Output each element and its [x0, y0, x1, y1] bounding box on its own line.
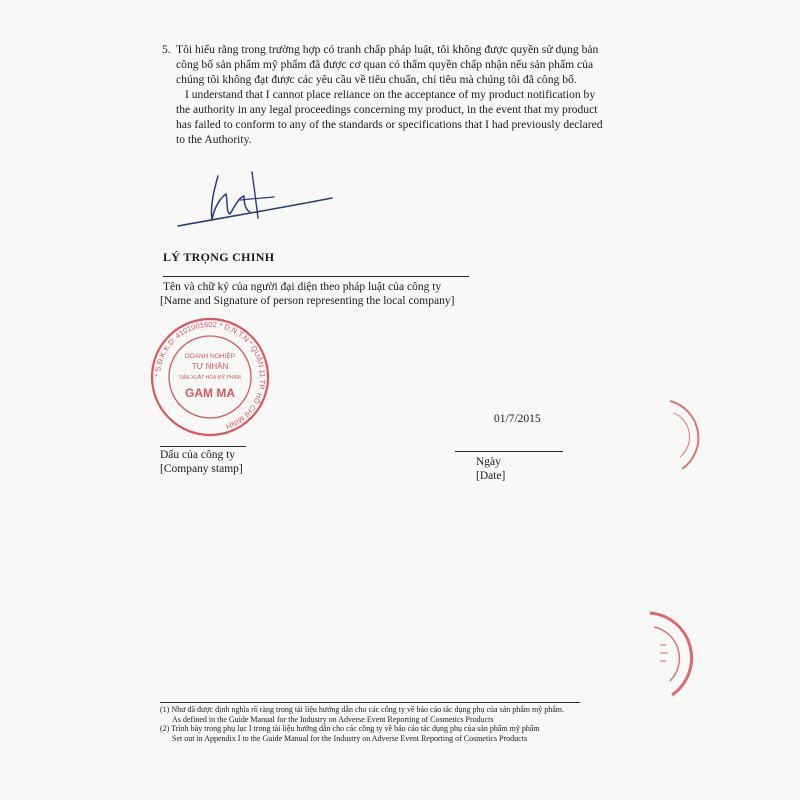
- stamp-caption-en: [Company stamp]: [160, 463, 243, 475]
- stamp-caption-vi: Dấu của công ty: [160, 449, 236, 461]
- date-caption-vi: Ngày: [476, 456, 501, 468]
- footnote-vi: Như đã được định nghĩa rõ ràng trong tài liệu hướng dẫn cho các công ty về báo cáo tác dụng phụ của sản phẩm mỹ phẩm.: [171, 705, 565, 714]
- company-stamp: [140, 315, 280, 440]
- date-line: [455, 451, 563, 452]
- edge-seal-partial: [640, 605, 700, 705]
- signatory-caption-vi: Tên và chữ ký của người đại diện theo pháp luật của công ty: [163, 281, 442, 293]
- footnote-1: [160, 705, 564, 715]
- signatory-name: LÝ TRỌNG CHINH: [163, 250, 275, 264]
- stamp-ring-text: * S.Đ.K.K.D: 4101001602 * D.N.T.N * QUẬN 11 TP. HỒ CHÍ MINH: [152, 319, 268, 432]
- edge-seal-partial: [660, 395, 700, 475]
- clause-vietnamese: [176, 42, 598, 87]
- footnote-vi: Trình bày trong phụ lục I trong tài liệu hướng dẫn cho các công ty về báo cáo tác dụng phụ của sản phẩm mỹ phẩm: [171, 724, 540, 733]
- handwritten-signature: [170, 168, 340, 238]
- date-value: 01/7/2015: [494, 413, 541, 425]
- signature-line: [163, 276, 469, 277]
- footnote-en: As defined in the Guide Manual for the Industry on Adverse Event Reporting of Cosmetics Products: [172, 714, 494, 724]
- footnote-en: Set out in Appendix I to the Guide Manual for the Industry on Adverse Event Reporting of Cosmetics Products: [172, 733, 528, 743]
- clause-en-line: has failed to conform to any of the standards or specifications that I had previously declared: [176, 118, 603, 131]
- stamp-line-4: GAM MA: [185, 386, 235, 400]
- stamp-line-1: DOANH NGHIỆP: [184, 353, 236, 360]
- stamp-line-2: TƯ NHÂN: [191, 362, 229, 371]
- footnotes: [160, 705, 564, 743]
- clause-vi-line: Tôi hiểu rằng trong trường hợp có tranh chấp pháp luật, tôi không được quyền sử dụng bản: [176, 43, 599, 56]
- footnote-mark: (1): [160, 705, 170, 714]
- clause-english: [176, 87, 603, 147]
- clause-en-line: to the Authority.: [176, 133, 252, 146]
- footnote-2: [160, 724, 564, 734]
- clause-en-line: I understand that I cannot place reliance on the acceptance of my product notification by: [185, 88, 596, 101]
- clause-vi-line: chúng tôi không đạt được các yêu cầu về tiêu chuẩn, chỉ tiêu mà chúng tôi đã công bố.: [176, 73, 577, 86]
- clause-number: 5.: [162, 43, 171, 56]
- clause-en-line: the authority in any legal proceedings concerning my product, in the event that my product: [176, 103, 598, 116]
- footnote-separator: [160, 702, 580, 703]
- footnote-mark: (2): [160, 724, 170, 733]
- date-caption-en: [Date]: [476, 470, 506, 482]
- stamp-line-3: SẢN XUẤT HÓA MỸ PHẨM: [179, 375, 241, 381]
- clause-vi-line: công bố sản phẩm mỹ phẩm đã được cơ quan có thẩm quyền chấp nhận nếu sản phẩm của: [176, 58, 594, 71]
- signatory-caption-en: [Name and Signature of person representing the local company]: [160, 295, 455, 307]
- stamp-line: [160, 446, 246, 447]
